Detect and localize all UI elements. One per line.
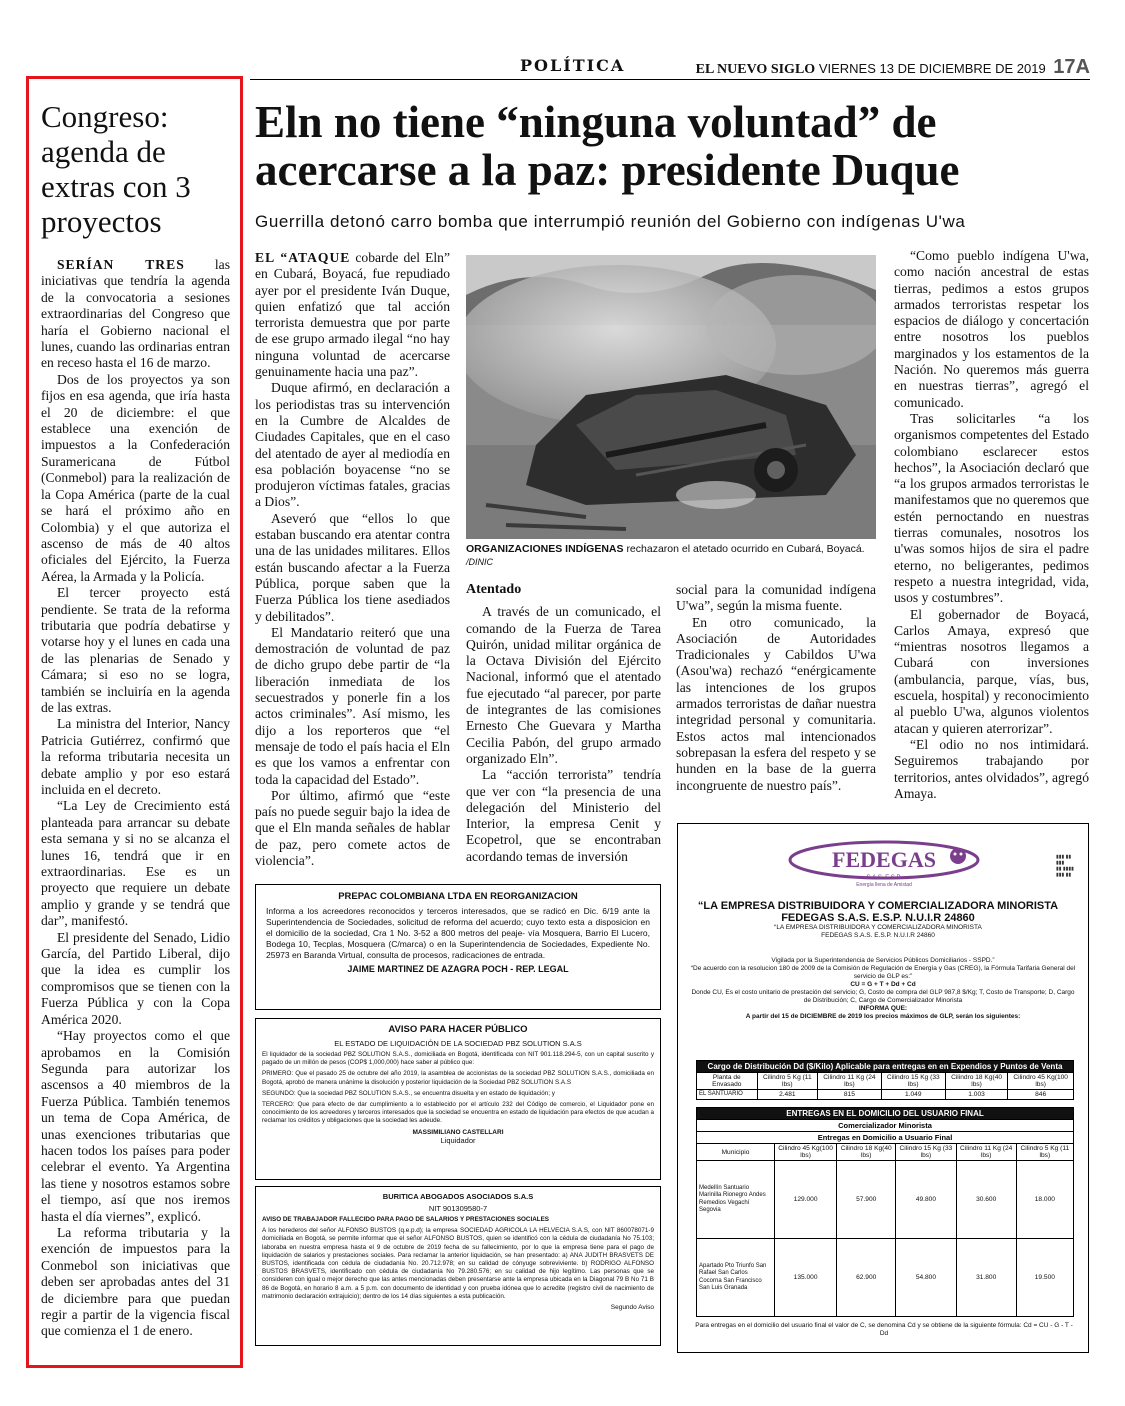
tariff-table-expendios — [696, 1060, 1074, 1100]
table-header: Cilindro 11 Kg (24 lbs) — [818, 1073, 882, 1090]
fedegas-logo-tagline: Energía llena de Amistad — [856, 882, 912, 888]
table-header: Cilindro 5 Kg (11 lbs) — [1016, 1144, 1073, 1161]
table-row: EL SANTUARIO 2.481 815 1.049 1.003 846 — [697, 1090, 1074, 1100]
article-paragraph: En otro comunicado, la Asociación de Autoridades Tradicionales y Cabildos U'wa (Asou'wa) rechazó “enérgicamente las intenciones de los grupos armados terroristas de dañar nuestra integridad personal y comunitaria. Estos actos mal intencionados sobrepasan la esfera del respeto y se hunden en la base de la guerra incongruente de nuestro país”. — [676, 614, 876, 793]
masthead — [696, 56, 1090, 79]
fedegas-header: “LA EMPRESA DISTRIBUIDORA Y COMERCIALIZADORA MINORISTA FEDEGAS S.A.S. E.S.P. N.U.I.R 24860 “LA EMPRESA DISTRIBUIDORA Y COMERCIALIZADORA MINORISTA FEDEGAS S.A.S. E.S.P. N.U.I.R 24860 — [697, 900, 1059, 939]
table-title: Cargo de Distribución Dd ($/Kilo) Aplicable para entregas en en Expendios y Puntos de Venta — [697, 1061, 1074, 1073]
article-paragraph: Tras solicitarles “a los organismos competentes del Estado colombiano esclarecer estos hechos”, la Asociación declaró que “a los grupos armados terroristas le manifestamos que no queremos que estén pernoctando en nuestras tierras comunales, nosotros los u'was somos hijos de sira el padre eterno, no beligerantes, pedimos respeto a nuestra integridad, vida, usos y costumbres”. — [894, 410, 1089, 606]
table-header: Cilindro 11 Kg (24 lbs) — [956, 1144, 1016, 1161]
article-paragraph: A través de un comunicado, el comando de la Fuerza de Tarea Quirón, unidad militar orgánica de la Octava División del Ejército Nacional, informó que el atentado fue ejecutado “al parecer, por parte de integrantes de las comisiones Ernesto Che Guevara y Martha Cecilia Pabón, del grupo armado organizado Eln”. — [466, 604, 661, 766]
sidebar-paragraph: El tercer proyecto está pendiente. Se trata de la reforma tributaria que podría debatirse y votarse hoy y el lunes en cada una de las plenarias de Senado y Cámara; si eso no se logra, también se incluiría en la agenda de las extras. — [41, 585, 230, 715]
sidebar-article — [26, 76, 243, 1368]
fedegas-advertisement — [677, 823, 1089, 1353]
notice-title: AVISO PARA HACER PÚBLICO — [388, 1024, 528, 1035]
legal-notice-prepac — [255, 884, 661, 1010]
article-column-1 — [255, 250, 450, 869]
article-column-4 — [894, 248, 1089, 802]
sidebar-paragraph: Dos de los proyectos ya son fijos en esa agenda, que iría hasta el 20 de diciembre: el que establece una exención de impuestos a la Confederación Suramericana de Fútbol (Conmebol) para la realización de la Copa América (parte de la cual se hará el próximo año en Colombia) y el que autoriza el ascenso de más de 40 altos oficiales del Ejército, la Fuerza Aérea, la Armada y la Policía. — [41, 371, 230, 584]
notice-subtitle: AVISO DE TRABAJADOR FALLECIDO PARA PAGO DE SALARIOS Y PRESTACIONES SOCIALES — [262, 1216, 550, 1223]
article-paragraph: El gobernador de Boyacá, Carlos Amaya, expresó que “mientras nosotros llegamos a Cubará con inversiones (ambulancia, parque, vías, bus, escuela, hospital) y reconocimiento al pueblo U'wa, algunos violentos atacan y quieren aterrorizar”. — [894, 606, 1089, 736]
table-row: Apartado Pto Triunfo San Rafael San Carlos Cocorna San Francisco San Luis Granada 135.000 62.900 54.800 31.800 19.500 — [697, 1239, 1074, 1317]
sidebar-body — [41, 257, 230, 1340]
article-paragraph: “El odio no nos intimidará. Seguiremos trabajando por territorios, antes olvidados”, agregó Amaya. — [894, 736, 1089, 801]
table-subtitle: Comercializador Minorista — [697, 1120, 1074, 1132]
sidebar-paragraph: La reforma tributaria y la exención de impuestos para la Conmebol son iniciativas que deben ser aprobadas antes del 31 de diciembre para que puedan regir a partir de la vigencia fiscal que comienza el 1 de enero. — [41, 1224, 230, 1339]
article-paragraph: La “acción terrorista” tendría que ver con “la presencia de una delegación del Ministerio del Interior, la empresa Cenit y Ecopetrol, que se encontraban acordando temas de inversión — [466, 767, 661, 864]
article-column-2 — [466, 582, 661, 865]
table-header: Planta de Envasado — [697, 1073, 758, 1090]
table-subtitle: Entregas en Domicilio a Usuario Final — [697, 1132, 1074, 1144]
legal-notice-pbz — [255, 1018, 661, 1180]
table-header: Cilindro 18 Kg(40 lbs) — [945, 1073, 1008, 1090]
burned-car-photo — [466, 255, 876, 539]
table-header: Cilindro 15 Kg (33 lbs) — [881, 1073, 945, 1090]
notice-text: TERCERO: Que para efecto de dar cumplimiento a lo establecido por el artículo 232 del Código de comercio, el Liquidador pone en conocimiento de los acreedores y terceros interesados que la sociedad se encuentra en estado de liquidación para efectos de que acudan a reclamar los créditos y obligaciones que la sociedad les adeude. — [262, 1101, 654, 1125]
notice-signature: Segundo Aviso — [610, 1304, 654, 1312]
fedegas-logo-text: FEDEGAS — [832, 847, 936, 872]
article-column-3 — [676, 582, 876, 794]
photo-caption: ORGANIZACIONES INDÍGENAS rechazaron el atetado ocurrido en Cubará, Boyacá. /DINIC — [466, 543, 865, 567]
fedegas-body: Vigilada por la Superintendencia de Servicios Públicos Domiciliarios - SSPD.” “De acuerdo con la resolucion 180 de 2009 de la Comisión de Regulación de Energía y Gas (CREG), la Fórmula Tarifaria General del servicio de GLP es:” CU = G + T + Dd + Cd Donde CU, Es el costo unitario de prestación del servicio; G, Costo de compra del GLP 987,8 $/Kg; T, Costo de Transporte; D, Cargo de Distribución; C, Cargo de Comercializador Minorista INFORMA QUE: A partir del 15 de DICIEMBRE de 2019 los precios máximos de GLP, serán los siguientes: — [690, 957, 1076, 1020]
page-number: 17A — [1053, 56, 1090, 78]
table-row: Medellín Santuario Marinilla Rionegro Andes Remedios Vegachí Segovia 129.000 57.900 49.800 30.600 18.000 — [697, 1161, 1074, 1239]
sidebar-paragraph: El presidente del Senado, Lidio García, del Partido Liberal, dijo que la idea es cumplir los compromisos que se tienen con la Fuerza Pública y con la Copa América 2020. — [41, 929, 230, 1027]
tariff-table-domicilio — [696, 1107, 1074, 1317]
sidebar-title: Congreso: agenda de extras con 3 proyectos — [41, 99, 191, 239]
sspd-mark: ▮▮▮ ▮▮ ▮▮▮ ▮▮ ▮▮▮▮ ▮▮▮ ▮▮ — [1056, 854, 1074, 878]
section-name: POLÍTICA — [520, 56, 626, 75]
table-header: Cilindro 45 Kg(100 lbs) — [775, 1144, 837, 1161]
sidebar-paragraph: La ministra del Interior, Nancy Patricia Gutiérrez, confirmó que la reforma tributaria necesita un debate amplio y por eso estará incluida en el decreto. — [41, 716, 230, 797]
legal-notice-buritica — [255, 1186, 661, 1346]
article-paragraph: social para la comunidad indígena U'wa”, según la misma fuente. — [676, 582, 876, 614]
fedegas-logo-sub: S.A.S. E.S.P. — [866, 875, 902, 881]
fedegas-footnote: Para entregas en el domicilio del usuario final el valor de C, se denomina Cd y se obtiene de la siguiente fórmula: Cd = CU - G - T - Dd — [695, 1322, 1073, 1337]
notice-text: SEGUNDO: Que la sociedad PBZ SOLUTION S.A.S., se encuentra disuelta y en estado de liquidación; y — [262, 1089, 555, 1097]
issue-date: VIERNES 13 DE DICIEMBRE DE 2019 — [818, 61, 1046, 76]
table-title: ENTREGAS EN EL DOMICILIO DEL USUARIO FINAL — [697, 1108, 1074, 1120]
article-headline: Eln no tiene “ninguna voluntad” de acercarse a la paz: presidente Duque — [255, 97, 960, 195]
notice-nit: NIT 901309580-7 — [428, 1204, 488, 1213]
paper-name: EL NUEVO SIGLO — [695, 62, 816, 77]
notice-text: A los herederos del señor ALFONSO BUSTOS (q.e.p.d); la empresa SOCIEDAD AGRICOLA LA HELVECIA S.A.S, con NIT 860078071-9 domiciliada en Bogotá, se permite informar que el señor ALFONSO BUSTOS, quien se identificó con la cédula de ciudadanía No 75.103; laboraba en nuestra empresa hasta el 9 de octubre de 2019 fecha de su fallecimiento, por lo que la empresa tiene para el pago de liquidación de salarios y prestaciones sociales. Para reclamar la anterior liquidación, se han presentado: a) ANA JUDITH BRASVETS DE BUSTOS, identificada con cédula de ciudadanía No. 20.712.978; en su calidad de cónyuge sobreviviente. b) RODRIGO ALFONSO BUSTOS BRASVETS, identificado con cédula de ciudadanía No 79.280.576; en su calidad de hijo legítimo. Las personas que se consideren con igual o mejor derecho que las antes mencionadas deben presentarse ante la empresa ubicada en la Diagonal 79 B No 71 B 86 de Bogotá, en horario 8 a.m. a 5 p.m. con documento de identidad y con prueba idónea que lo acredite (registro civil de nacimiento de matrimonio declaración extrajuicio); dentro de los 14 días siguientes a esta publicación. — [262, 1227, 654, 1300]
article-paragraph: El Mandatario reiteró que una demostración de voluntad de paz de dicho grupo debe partir de “la liberación inmediata de los secuestrados y ponerle fin a los actos criminales”. Así mismo, les dijo a los reporteros que “el mensaje de todo el país hacia el Eln es que los vamos a enfrentar con toda la capacidad del Estado”. — [255, 624, 450, 787]
notice-signature-role: Liquidador — [440, 1135, 476, 1145]
notice-text: El liquidador de la sociedad PBZ SOLUTION S.A.S., domiciliada en Bogotá, identificada con NIT 901.118.294-5, con un capital suscrito y pagado de un millón de pesos (COP$ 1,000,000) hace saber al público que: — [262, 1051, 654, 1067]
article-paragraph: “Como pueblo indígena U'wa, como nación ancestral de estas tierras, pedimos a estos grupos armados terroristas respetar los espacios de diálogo y concertación entre nosotros los pueblos marginados y los estamentos de la Nación. No queremos más guerra en nuestras tierras”, agregó el comunicado. — [894, 248, 1089, 410]
table-header: Municipio — [697, 1144, 775, 1161]
article-paragraph: EL “ATAQUE cobarde del Eln” en Cubará, Boyacá, fue repudiado ayer por el presidente Iván Duque, quien enfatizó que tal acción terrorista demuestra que por parte de ese grupo armado ilegal “no hay ninguna voluntad de acercarse genuinamente hacia una paz”. — [255, 250, 450, 380]
article-paragraph: Por último, afirmó que “este país no puede seguir bajo la idea de que el Eln manda señales de hablar de paz, pero comete actos de violencia”. — [255, 787, 450, 868]
table-header: Cilindro 5 Kg (11 lbs) — [757, 1073, 818, 1090]
article-subtitle: Atentado — [466, 582, 522, 597]
notice-title: PREPAC COLOMBIANA LTDA EN REORGANIZACION — [338, 891, 578, 902]
table-header: Cilindro 15 Kg (33 lbs) — [896, 1144, 956, 1161]
notice-signature: MASSIMILIANO CASTELLARI — [412, 1128, 504, 1136]
article-paragraph: Aseveró que “ellos lo que estaban buscando era atentar contra una de las unidades militares. Ellos están buscando afectar a la Fuerza Pública, porque saben que la Fuerza Pública los tiene asediados y debilitados”. — [255, 510, 450, 624]
article-paragraph: Duque afirmó, en declaración a los periodistas tras su intervención en la Cumbre de Alcaldes de Ciudades Capitales, que en el caso del atentado de ayer al mediodía en esa población boyacense “no se produjeron víctimas fatales, gracias a Dios”. — [255, 380, 450, 510]
article-subhead: Guerrilla detonó carro bomba que interrumpió reunión del Gobierno con indígenas U'wa — [255, 212, 966, 231]
page-header — [250, 54, 1090, 80]
notice-subtitle: EL ESTADO DE LIQUIDACIÓN DE LA SOCIEDAD PBZ SOLUTION S.A.S — [334, 1039, 582, 1048]
table-header: Cilindro 45 Kg(100 lbs) — [1008, 1073, 1074, 1090]
table-header: Cilindro 18 Kg(40 lbs) — [837, 1144, 896, 1161]
notice-signature: JAIME MARTINEZ DE AZAGRA POCH - REP. LEGAL — [347, 964, 569, 974]
notice-title: BURITICA ABOGADOS ASOCIADOS S.A.S — [382, 1192, 534, 1201]
notice-text: Informa a los acreedores reconocidos y terceros interesados, que se radicó en Dic. 6/19 ante la Superintendencia de Sociedades, solicitud de reforma del acuerdo; cuyo texto esta a disposicion en el domicilio de la sociedad, Cra 1 No. 3-52 a 800 metros del peaje- vía Mosquera, Barrio El Lucero, Bodega 10, Tecplas, Mosquera (C/marca) o en la Superintendencia de Sociedades, Expediente No. 25973 en Baranda Virtual, consulta de procesos, radicaciones de entrada. — [266, 906, 650, 960]
sidebar-paragraph: “Hay proyectos como el que aprobamos en la Comisión Segunda para autorizar los ascensos a 40 miembros de la Fuerza Pública. También tenemos un tema de Copa América, de unas exenciones tributarias que hacen todos los países para poder celebrar el evento. Ya Argentina las tiene y nosotros estamos sobre el tiempo, así que nos iremos hasta el día viernes”, explicó. — [41, 1028, 230, 1224]
sidebar-paragraph: SERÍAN TRES las iniciativas que tendría la agenda de la convocatoria a sesiones extraordinarias del Congreso que haría el Gobierno nacional el lunes, cuando las ordinarias entran en receso hasta el 16 de marzo. — [41, 257, 230, 371]
fedegas-logo — [784, 836, 984, 888]
article-photo — [466, 255, 876, 539]
sidebar-paragraph: “La Ley de Crecimiento está planteada para arrancar su debate esta semana y si no se alcanza el lunes 16, tendrá que ir en extraordinarias. Ese es un proyecto que requiere un debate amplio y grande y se tendrá que dar”, manifestó. — [41, 798, 230, 929]
notice-text: PRIMERO: Que el pasado 25 de octubre del año 2019, la asamblea de accionistas de la sociedad PBZ SOLUTION S.A.S., domiciliada en Bogotá, aprobó de manera unánime la disolución y posterior liquidación de la Sociedad PBZ SOLUTION S.A.S — [262, 1070, 654, 1086]
